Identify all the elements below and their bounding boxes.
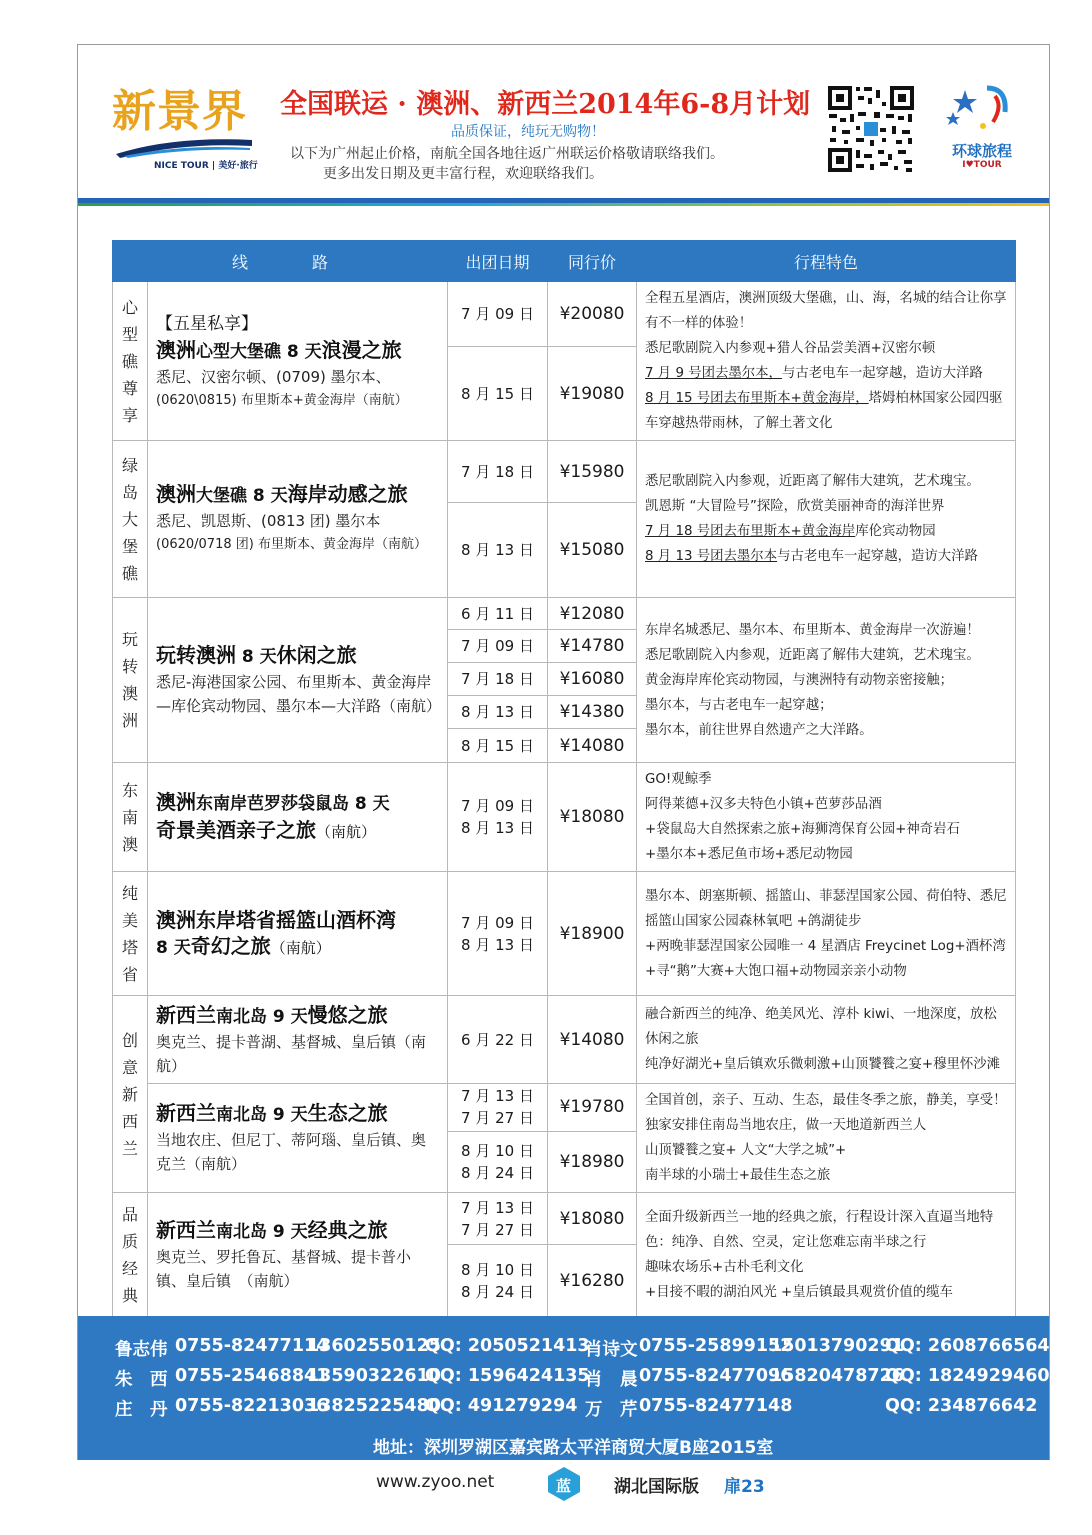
nice-tour-logo: [112, 88, 257, 174]
date-cell: 6 月 11 日: [448, 598, 548, 630]
table-row: [113, 996, 1016, 1084]
page-title: 全国联运 · 澳洲、新西兰2014年6-8月计划: [280, 89, 811, 120]
header-route: 线 路: [113, 241, 448, 282]
badge-text: 蓝: [556, 1477, 572, 1495]
category-cell: 心型礁尊享: [113, 282, 148, 441]
route-cell: 澳洲东南岸芭罗莎袋鼠岛 8 天 奇景美酒亲子之旅（南航）: [148, 763, 448, 872]
features-cell: 悉尼歌剧院入内参观，近距离了解伟大建筑，艺术瑰宝。 凯恩斯 “大冒险号”探险，欣赏美丽神奇的海洋世界 7 月 18 号团去布里斯本+黄金海岸库伦宾动物园 8 月 13 号团去墨尔本与古老电车一起穿越，造访大洋路: [637, 441, 1016, 598]
date-cell: 8 月 10 日 8 月 24 日: [448, 1131, 548, 1192]
route-cell: 澳洲东岸塔省摇篮山酒杯湾 8 天奇幻之旅（南航）: [148, 872, 448, 996]
price-cell: ¥16080: [548, 663, 637, 696]
category-cell: 纯美塔省: [113, 872, 148, 996]
price-cell: ¥16280: [548, 1245, 637, 1318]
date-cell: 7 月 09 日 8 月 13 日: [448, 763, 548, 872]
price-cell: ¥18080: [548, 763, 637, 872]
price-cell: ¥18080: [548, 1193, 637, 1245]
route-cell: 玩转澳洲 8 天休闲之旅 悉尼-海港国家公园、布里斯本、黄金海岸—库伦宾动物园、墨尔本—大洋路（南航）: [148, 598, 448, 763]
header-date: 出团日期: [448, 241, 548, 282]
i-love-tour-logo: [937, 82, 1027, 174]
header-features: 行程特色: [637, 241, 1016, 282]
brand2-name: 环球旅程: [951, 142, 1012, 160]
date-cell: 8 月 15 日: [448, 729, 548, 763]
header-divider-color: [78, 203, 1049, 206]
price-cell: ¥14380: [548, 696, 637, 729]
brand2-sub: I♥TOUR: [962, 160, 1002, 170]
address: 地址：深圳罗湖区嘉宾路太平洋商贸大厦B座2015室: [373, 1438, 774, 1458]
category-cell: 创意新西兰: [113, 996, 148, 1193]
header-price: 同行价: [548, 241, 637, 282]
price-cell: ¥18900: [548, 872, 637, 996]
table-row: [113, 1193, 1016, 1245]
logo-cn: 新景界: [112, 86, 247, 137]
features-cell: 墨尔本、朗塞斯顿、摇篮山、菲瑟涅国家公园、荷伯特、悉尼摇篮山国家公园森林氧吧 +鸽湖徒步 +两晚菲瑟涅国家公园唯一 4 星酒店 Freycinet Log+酒杯湾 +寻“鹅”大赛+大饱口福+动物园亲亲小动物: [637, 872, 1016, 996]
date-cell: 7 月 13 日 7 月 27 日: [448, 1084, 548, 1132]
table-header-row: [113, 241, 1016, 282]
route-cell: 新西兰南北岛 9 天生态之旅 当地农庄、但尼丁、蒂阿瑙、皇后镇、奥克兰（南航）: [148, 1084, 448, 1193]
features-cell: 全国首创，亲子、互动、生态，最佳冬季之旅，静美，享受！ 独家安排住南岛当地农庄，做一天地道新西兰人 山顶饕餮之宴+ 人文“大学之城”+ 南半球的小瑞士+最佳生态之旅: [637, 1084, 1016, 1193]
route-cell: 新西兰南北岛 9 天经典之旅 奥克兰、罗托鲁瓦、基督城、提卡普小镇、皇后镇 （南航）: [148, 1193, 448, 1318]
category-cell: 品质经典: [113, 1193, 148, 1318]
price-cell: ¥20080: [548, 282, 637, 347]
date-cell: 8 月 13 日: [448, 503, 548, 598]
date-cell: 7 月 13 日 7 月 27 日: [448, 1193, 548, 1245]
date-cell: 8 月 13 日: [448, 696, 548, 729]
edition: 湖北国际版: [614, 1477, 699, 1497]
features-cell: 全面升级新西兰一地的经典之旅，行程设计深入直逼当地特色：纯净、自然、空灵，定让您难忘南半球之行 趣味农场乐+古朴毛利文化 +目接不暇的湖泊风光 +皇后镇最具观赏价值的缆车: [637, 1193, 1016, 1318]
price-cell: ¥19780: [548, 1084, 637, 1132]
logo-swoosh-icon: [114, 134, 254, 160]
features-cell: 融合新西兰的纯净、绝美风光、淳朴 kiwi、一地深度，放松休闲之旅 纯净好湖光+皇后镇欢乐微刺激+山顶饕餮之宴+穆里怀沙滩: [637, 996, 1016, 1084]
date-cell: 7 月 09 日 8 月 13 日: [448, 872, 548, 996]
logo-en: NICE TOUR | 美好·旅行: [154, 161, 258, 171]
contact-footer: 鲁志伟 0755-82477114 13602550125 QQ: 2050521413 肖诗文 0755-25899152 15013790291 QQ: 2608766564 朱 西 0755-25468841 13590322610 QQ: 1596424135 肖 晨 0755-82477096 15820478726 QQ: 1824929460 庄 丹 0755-82213036 13825225480 QQ: 491279294 万 芹 0755-82477148 QQ: 234876642 地址：深圳罗湖区嘉宾路太平洋商贸大厦B座2015室: [78, 1316, 1049, 1460]
price-cell: ¥14780: [548, 630, 637, 663]
price-cell: ¥15980: [548, 441, 637, 503]
stars-icon: [937, 82, 1027, 140]
price-cell: ¥14080: [548, 996, 637, 1084]
date-cell: 8 月 10 日 8 月 24 日: [448, 1245, 548, 1318]
price-cell: ¥12080: [548, 598, 637, 630]
price-cell: ¥19080: [548, 347, 637, 441]
page-number: 扉23: [724, 1477, 765, 1497]
features-cell: 全程五星酒店，澳洲顶级大堡礁，山、海，名城的结合让你享有不一样的体验！ 悉尼歌剧院入内参观+猎人谷品尝美酒+汉密尔顿 7 月 9 号团去墨尔本，与古老电车一起穿越，造访大洋路 8 月 15 号团去布里斯本+黄金海岸，塔姆柏林国家公园四驱车穿越热带雨林，了解土著文化: [637, 282, 1016, 441]
price-cell: ¥15080: [548, 503, 637, 598]
date-cell: 7 月 09 日: [448, 630, 548, 663]
table-row: [113, 598, 1016, 630]
table-row: [113, 1084, 1016, 1132]
table-row: [113, 282, 1016, 347]
price-cell: ¥18980: [548, 1131, 637, 1192]
route-cell: 新西兰南北岛 9 天慢悠之旅 奥克兰、提卡普湖、基督城、皇后镇（南航）: [148, 996, 448, 1084]
date-cell: 6 月 22 日: [448, 996, 548, 1084]
route-cell: 【五星私享】 澳洲心型大堡礁 8 天浪漫之旅 悉尼、汉密尔顿、(0709) 墨尔本、 (0620\0815) 布里斯本+黄金海岸（南航）: [148, 282, 448, 441]
website: www.zyoo.net: [376, 1472, 495, 1492]
intro-line-2: 更多出发日期及更丰富行程，欢迎联络我们。: [323, 166, 603, 182]
date-cell: 7 月 18 日: [448, 441, 548, 503]
date-cell: 8 月 15 日: [448, 347, 548, 441]
features-cell: 东岸名城悉尼、墨尔本、布里斯本、黄金海岸一次游遍！ 悉尼歌剧院入内参观，近距离了解伟大建筑，艺术瑰宝。 黄金海岸库伦宾动物园，与澳洲特有动物亲密接触； 墨尔本，与古老电车一起穿越； 墨尔本，前往世界自然遗产之大洋路。: [637, 598, 1016, 763]
qr-code-icon: [826, 84, 916, 174]
category-cell: 玩转澳洲: [113, 598, 148, 763]
intro-line-1: 以下为广州起止价格，南航全国各地往返广州联运价格敬请联络我们。: [290, 146, 724, 162]
price-cell: ¥14080: [548, 729, 637, 763]
category-cell: 绿岛大堡礁: [113, 441, 148, 598]
subtitle: 品质保证，纯玩无购物！: [451, 124, 605, 140]
category-cell: 东南澳: [113, 763, 148, 872]
route-cell: 澳洲大堡礁 8 天海岸动感之旅 悉尼、凯恩斯、(0813 团) 墨尔本 (0620/0718 团) 布里斯本、黄金海岸（南航）: [148, 441, 448, 598]
table-row: [113, 763, 1016, 872]
date-cell: 7 月 18 日: [448, 663, 548, 696]
table-row: [113, 441, 1016, 503]
tour-plan-table: [112, 240, 1016, 1318]
features-cell: GO!观鲸季 阿得莱德+汉多夫特色小镇+芭萝莎品酒 +袋鼠岛大自然探索之旅+海狮湾保育公园+神奇岩石 +墨尔本+悉尼鱼市场+悉尼动物园: [637, 763, 1016, 872]
table-row: [113, 872, 1016, 996]
date-cell: 7 月 09 日: [448, 282, 548, 347]
